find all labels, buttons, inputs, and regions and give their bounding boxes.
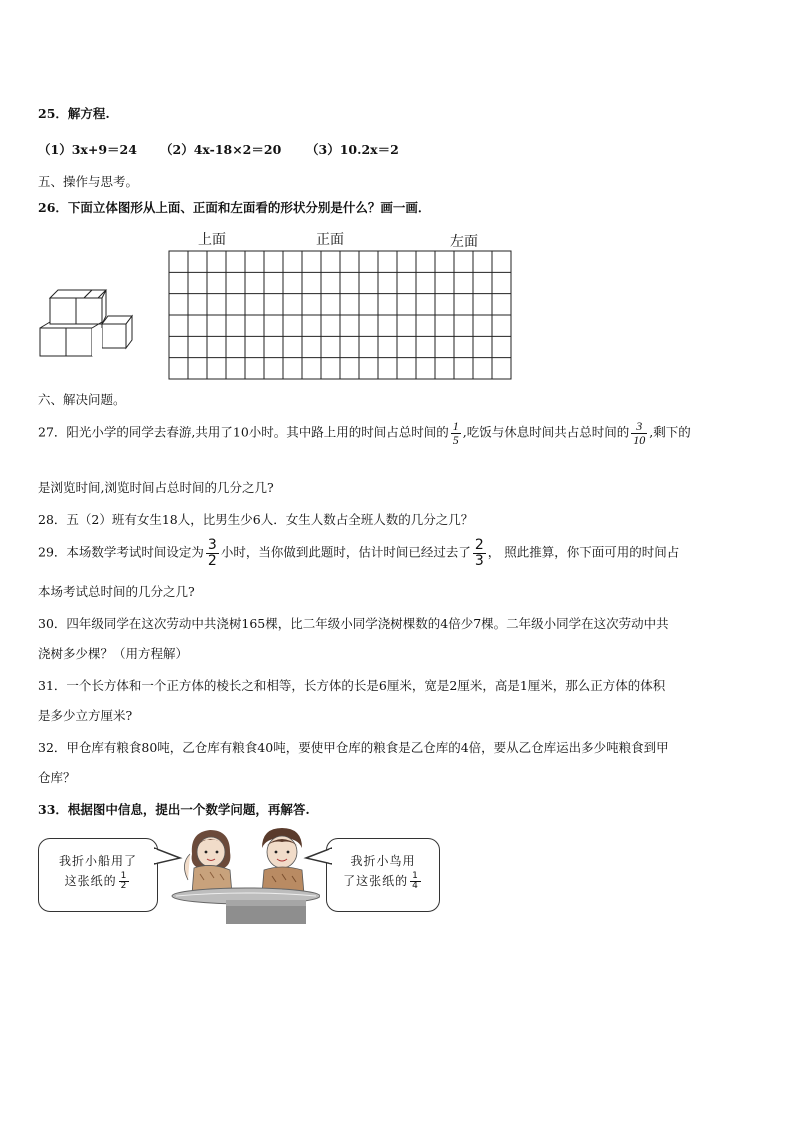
- cube-stack-figure: [36, 286, 136, 360]
- q25-title: 25．解方程.: [38, 106, 110, 121]
- fraction-numerator: 1: [452, 419, 459, 433]
- q30-line-2: 浇树多少棵？（用方程解）: [38, 646, 189, 661]
- fraction-numerator: 1: [120, 870, 128, 881]
- grid-label-left: 左面: [450, 234, 478, 250]
- q29-fraction-2: [473, 538, 486, 568]
- q29-line-2: 本场考试总时间的几分之几?: [38, 584, 195, 599]
- q27-text-2: ,吃饭与休息时间共占总时间的: [462, 424, 630, 440]
- fraction-denominator: 4: [412, 881, 419, 891]
- fraction-numerator: 2: [474, 537, 484, 553]
- q27-line-2: 是浏览时间,浏览时间占总时间的几分之几?: [38, 480, 274, 495]
- fraction-denominator: 3: [474, 552, 484, 569]
- q33-title: 33．根据图中信息，提出一个数学问题，再解答.: [38, 802, 310, 817]
- fraction-denominator: 5: [452, 432, 459, 447]
- section-5-heading: 五、操作与思考。: [38, 174, 139, 189]
- q31-line-2: 是多少立方厘米?: [38, 708, 133, 723]
- q27-text-3: ,剩下的: [649, 424, 691, 440]
- q30-line-1: 30．四年级同学在这次劳动中共浇树165棵，比二年级小同学浇树棵数的4倍少7棵。二年级小同学在这次劳动中共: [38, 616, 669, 631]
- fraction-denominator: 10: [633, 432, 646, 447]
- bubble-left-line-1: 我折小船用了: [58, 854, 137, 868]
- q27-fraction-1: [451, 420, 461, 446]
- speech-bubble-right: [326, 838, 440, 912]
- section-6-heading: 六、解决问题。: [38, 392, 126, 407]
- q25-equation-2: （2）4x-18×2＝20: [160, 142, 282, 157]
- q29-line-1: [38, 538, 679, 568]
- bubble-right-line-2: [327, 871, 439, 891]
- q29-text-2: 小时，当你做到此题时，估计时间已经过去了: [220, 544, 471, 560]
- q32-line-2: 仓库？: [38, 770, 76, 785]
- q27-text-1: 27．阳光小学的同学去春游,共用了10小时。其中路上用的时间占总时间的: [38, 424, 449, 440]
- bubble-left-line-2: [39, 871, 157, 891]
- children-at-table-illustration: [170, 824, 320, 924]
- grid-label-front: 正面: [316, 232, 344, 248]
- drawing-grid: [168, 250, 512, 382]
- q32-line-1: 32．甲仓库有粮食80吨，乙仓库有粮食40吨，要使甲仓库的粮食是乙仓库的4倍，要从乙仓库运出多少吨粮食到甲: [38, 740, 669, 755]
- bubble-left-fraction: [119, 872, 130, 892]
- fraction-denominator: 2: [120, 881, 128, 891]
- bubble-right-fraction: [410, 872, 421, 892]
- q28-text: 28．五（2）班有女生18人，比男生少6人．女生人数占全班人数的几分之几？: [38, 512, 474, 527]
- bubble-left-text: 这张纸的: [64, 874, 117, 888]
- fraction-numerator: 3: [631, 420, 647, 434]
- fraction-denominator: 2: [207, 552, 217, 569]
- q27-line-1: [38, 420, 691, 446]
- boy-figure: [262, 828, 304, 894]
- q27-fraction-2: [631, 420, 647, 446]
- fraction-numerator: 1: [412, 870, 419, 881]
- q29-fraction-1: [206, 538, 219, 568]
- grid-label-top: 上面: [198, 232, 226, 248]
- q31-line-1: 31．一个长方体和一个正方体的棱长之和相等，长方体的长是6厘米，宽是2厘米，高是1厘米，那么正方体的体积: [38, 678, 666, 693]
- speech-bubble-left: [38, 838, 158, 912]
- fraction-numerator: 3: [207, 537, 217, 553]
- girl-figure: [184, 830, 232, 894]
- q29-text-1: 29．本场数学考试时间设定为: [38, 544, 204, 560]
- bubble-right-text: 了这张纸的: [343, 874, 409, 888]
- q25-equation-3: （3）10.2x＝2: [306, 142, 399, 157]
- bubble-right-line-1: 我折小鸟用: [350, 854, 416, 868]
- q26-title: 26．下面立体图形从上面、正面和左面看的形状分别是什么？画一画．: [38, 200, 431, 215]
- q25-equation-1: （1）3x+9＝24: [38, 142, 137, 157]
- q29-text-3: ， 照此推算，你下面可用的时间占: [487, 544, 680, 560]
